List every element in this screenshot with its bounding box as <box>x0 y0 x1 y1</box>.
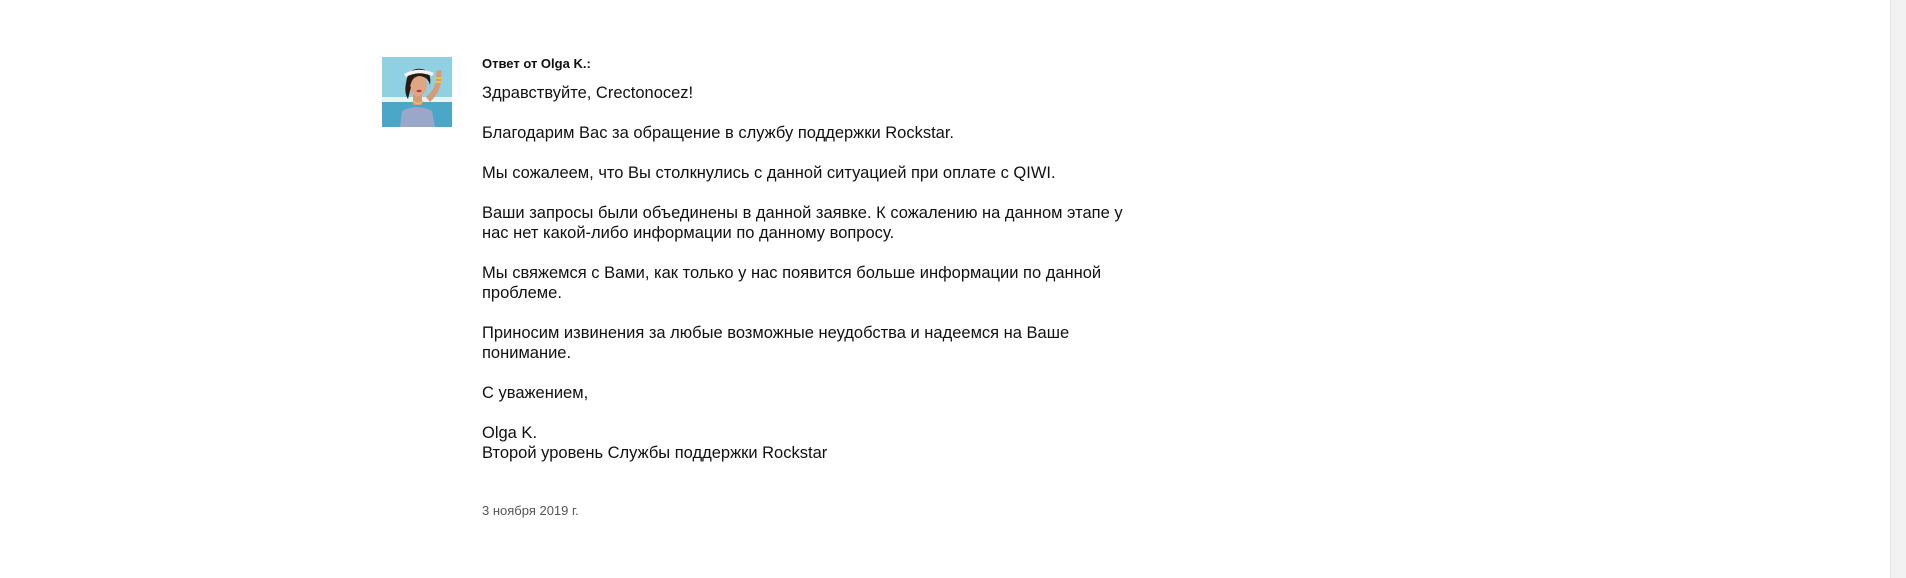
reply-greeting: Здравствуйте, Crectonocez! <box>482 84 694 102</box>
reply-paragraph: Приносим извинения за любые возможные неудобства и надеемся на Ваше понимание. <box>482 324 1070 362</box>
reply-paragraph: Благодарим Вас за обращение в службу поддержки Rockstar. <box>482 124 955 142</box>
signature-name: Olga K. <box>482 424 538 442</box>
reply-body <box>482 83 1142 463</box>
avatar-illustration-icon <box>382 57 452 127</box>
reply-paragraph: Ваши запросы были объединены в данной заявке. К сожалению на данном этапе у нас нет какой-либо информации по данному вопросу. <box>482 204 1123 242</box>
reply-paragraph: Мы сожалеем, что Вы столкнулись с данной ситуацией при оплате с QIWI. <box>482 164 1056 182</box>
reply-paragraph: Мы свяжемся с Вами, как только у нас появится больше информации по данной проблеме. <box>482 264 1102 302</box>
reply-author-label: Ответ от Olga K.: <box>482 56 591 71</box>
reply-closing: С уважением, <box>482 384 589 402</box>
reply-date: 3 ноября 2019 г. <box>482 503 579 518</box>
agent-avatar <box>382 57 452 127</box>
scrollbar-track[interactable] <box>1890 0 1906 578</box>
signature-title: Второй уровень Службы поддержки Rockstar <box>482 444 828 462</box>
support-reply <box>482 55 1142 463</box>
